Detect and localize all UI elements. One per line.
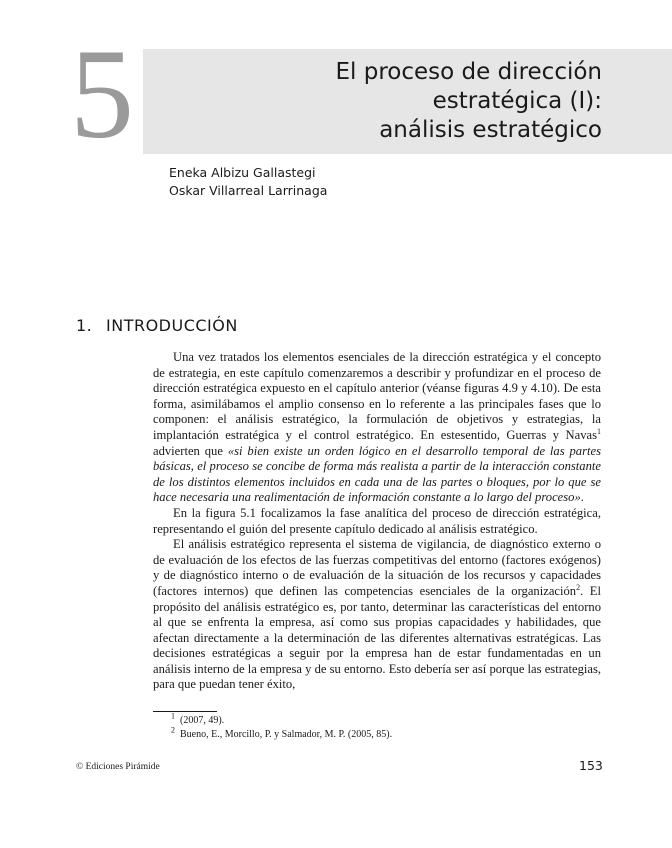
footnote-ref: 2 [576,582,581,592]
author-list [169,164,327,200]
page-number: 153 [579,758,603,773]
footnote-ref: 1 [597,426,601,436]
author-name: Eneka Albizu Gallastegi [169,165,316,180]
footnote-text: (2007, 49). [180,715,225,726]
text-run: El análisis estratégico representa el sistema de vigilancia, de diagnóstico externo o de evaluación de los efectos de las fuerzas competitivas del entorno (factores exógenos) y de diagnóstico interno o de evaluación de la situación de los recursos y capacidades (factores internos) que definen las competencias esenciales de la organización [153,537,601,598]
text-run: Una vez tratados los elementos esenciales de la dirección estratégica y el concepto de estrategia, en este capítulo comenzaremos a describir y profundizar en el proceso de dirección estratégica expuesto en el capítulo anterior (véanse figuras 4.9 y 4.10). De esta forma, asimilábamos el amplio consenso en lo referente a las principales fases que lo componen: el análisis estratégico, la formulación de objetivos y estrategias, la implantación estratégica y el control estratégico. En estesentido, Guerras y Navas [153,350,601,442]
footnote-text: Bueno, E., Morcillo, P. y Salmador, M. P. (2005, 85). [180,729,393,740]
footnote-mark: 1 [171,711,175,721]
text-run: advierten que [153,443,228,458]
footnote-mark: 2 [171,725,175,735]
footnotes [171,711,393,742]
footnote [171,711,392,728]
body-text [153,350,601,693]
author-name: Oskar Villarreal Larrinaga [169,183,328,198]
paragraph [153,506,601,537]
text-run: En la figura 5.1 focalizamos la fase analítica del proceso de dirección estratégica, representando el guión del presente capítulo dedicado al análisis estratégico. [153,505,601,536]
publisher-footer: © Ediciones Pirámide [76,762,160,772]
paragraph [153,537,601,693]
chapter-title-line: análisis estratégico [379,117,602,143]
chapter-number: 5 [70,23,134,165]
chapter-title-line: estratégica (I): [432,88,602,114]
paragraph [153,350,601,506]
section-title: INTRODUCCIÓN [106,316,238,335]
text-run: . El propósito del análisis estratégico es, por tanto, determinar las características del entorno al que se enfrenta la empresa, así como sus propias capacidades y habilidades, que afectan directamente a la determinación de las diferentes alternativas estratégicas. Las decisiones estratégicas a seguir por la empresa han de estar fundamentadas en un análisis interno de la empresa y de su entorno. Esto debería ser así porque las estrategias, para que puedan tener éxito, [153,583,601,692]
chapter-title-line: El proceso de dirección [335,59,602,85]
section-heading [76,316,238,335]
quote-text: «si bien existe un orden lógico en el desarrollo temporal de las partes básicas, el proceso se concibe de forma más realista a partir de la interacción constante de los distintos elementos incluidos en cada una de las partes o bloques, por lo que se hace necesaria una realimentación de información constante a lo largo del proceso» [153,443,601,505]
section-number: 1. [76,316,93,335]
footnote [171,725,393,742]
text-run: . [580,490,584,505]
footnote-divider [153,711,217,712]
chapter-title [182,58,602,145]
